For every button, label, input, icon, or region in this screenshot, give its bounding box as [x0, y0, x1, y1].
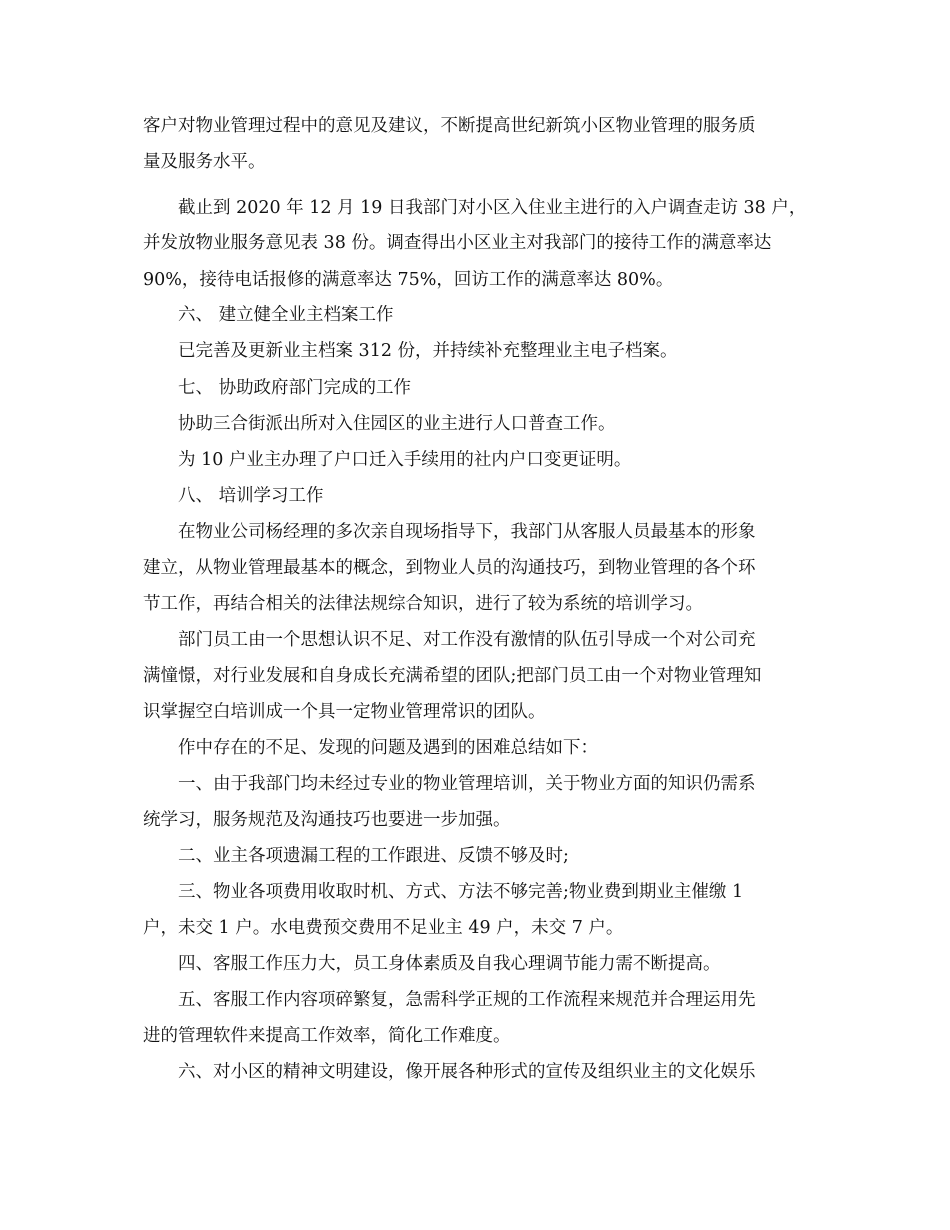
text-line: 90%，接待电话报修的满意率达 75%，回访工作的满意率达 80%。 [143, 270, 674, 290]
list-item-continuation: 进的管理软件来提高工作效率，简化工作难度。 [143, 1026, 511, 1046]
text-line: 量及服务水平。 [143, 152, 266, 172]
text-line: 为 10 户业主办理了户口迁入手续用的社内户口变更证明。 [178, 450, 632, 470]
list-item: 六、对小区的精神文明建设，像开展各种形式的宣传及组织业主的文化娱乐 [178, 1062, 756, 1082]
list-item-continuation: 户，未交 1 户。水电费预交费用不足业主 49 户，未交 7 户。 [143, 918, 624, 938]
text-line: 满憧憬，对行业发展和自身成长充满希望的团队;把部门员工由一个对物业管理知 [143, 666, 762, 686]
section-heading: 七、 协助政府部门完成的工作 [178, 378, 412, 398]
list-item: 四、客服工作压力大，员工身体素质及自我心理调节能力需不断提高。 [178, 954, 721, 974]
text-line: 识掌握空白培训成一个具一定物业管理常识的团队。 [143, 702, 546, 722]
text-line: 建立，从物业管理最基本的概念，到物业人员的沟通技巧，到物业管理的各个环 [143, 558, 756, 578]
list-item: 三、物业各项费用收取时机、方式、方法不够完善;物业费到期业主催缴 1 [178, 882, 744, 902]
text-line: 协助三合街派出所对入住园区的业主进行人口普查工作。 [178, 414, 616, 434]
list-item: 五、客服工作内容项碎繁复，急需科学正规的工作流程来规范并合理运用先 [178, 990, 756, 1010]
text-line: 并发放物业服务意见表 38 份。调查得出小区业主对我部门的接待工作的满意率达 [143, 233, 772, 253]
text-line: 截止到 2020 年 12 月 19 日我部门对小区入住业主进行的入户调查走访 38 户， [178, 198, 807, 218]
section-heading: 八、 培训学习工作 [178, 486, 324, 506]
section-heading: 六、 建立健全业主档案工作 [178, 305, 394, 325]
list-item: 二、业主各项遗漏工程的工作跟进、反馈不够及时; [178, 846, 569, 866]
text-line: 已完善及更新业主档案 312 份，并持续补充整理业主电子档案。 [178, 341, 678, 361]
text-line: 在物业公司杨经理的多次亲自现场指导下，我部门从客服人员最基本的形象 [178, 522, 756, 542]
text-line: 作中存在的不足、发现的问题及遇到的困难总结如下： [178, 738, 598, 758]
list-item: 一、由于我部门均未经过专业的物业管理培训，关于物业方面的知识仍需系 [178, 774, 756, 794]
list-item-continuation: 统学习，服务规范及沟通技巧也要进一步加强。 [143, 810, 511, 830]
text-line: 节工作，再结合相关的法律法规综合知识，进行了较为系统的培训学习。 [143, 594, 703, 614]
text-line: 客户对物业管理过程中的意见及建议，不断提高世纪新筑小区物业管理的服务质 [143, 116, 756, 136]
text-line: 部门员工由一个思想认识不足、对工作没有激情的队伍引导成一个对公司充 [178, 630, 756, 650]
